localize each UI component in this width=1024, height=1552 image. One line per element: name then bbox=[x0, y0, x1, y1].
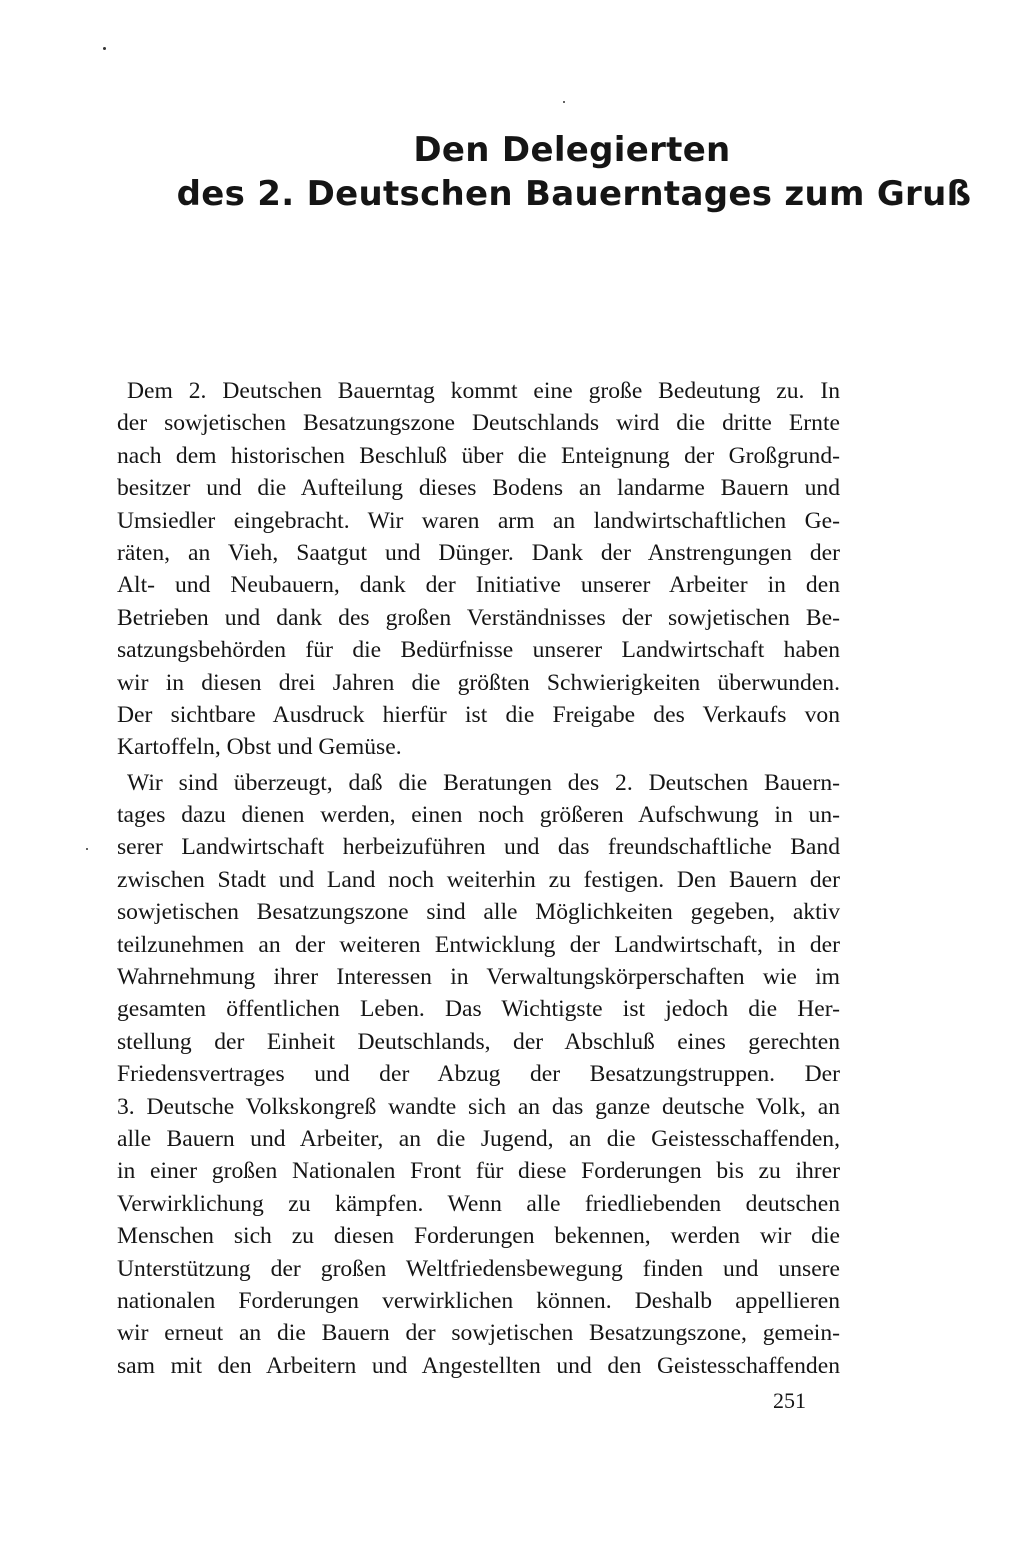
print-speck bbox=[103, 47, 106, 50]
text-line: tages dazu dienen werden, einen noch größeren Aufschwung in un- bbox=[117, 802, 840, 829]
text-line: Friedensvertrages und der Abzug der Besatzungstruppen. Der bbox=[117, 1061, 840, 1088]
page-title bbox=[0, 128, 1024, 216]
text-line: sam mit den Arbeitern und Angestellten und den Geistesschaffenden bbox=[117, 1352, 840, 1379]
text-line: Unterstützung der großen Weltfriedensbewegung finden und unsere bbox=[117, 1255, 840, 1282]
text-line: Umsiedler eingebracht. Wir waren arm an landwirtschaftlichen Ge- bbox=[117, 507, 840, 534]
title-line-1: Den Delegierten bbox=[413, 130, 731, 170]
text-line: Menschen sich zu diesen Forderungen bekennen, werden wir die bbox=[117, 1223, 840, 1250]
print-speck bbox=[86, 848, 88, 850]
text-line: sowjetischen Besatzungszone sind alle Möglichkeiten gegeben, aktiv bbox=[117, 899, 840, 926]
text-line: 3. Deutsche Volkskongreß wandte sich an das ganze deutsche Volk, an bbox=[117, 1093, 840, 1120]
text-line: teilzunehmen an der weiteren Entwicklung der Landwirtschaft, in der bbox=[117, 931, 840, 958]
text-line: Der sichtbare Ausdruck hierfür ist die Freigabe des Verkaufs von bbox=[117, 701, 840, 728]
page-number: 251 bbox=[773, 1388, 806, 1413]
text-line: zwischen Stadt und Land noch weiterhin zu festigen. Den Bauern der bbox=[117, 866, 840, 893]
text-line: Dem 2. Deutschen Bauerntag kommt eine große Bedeutung zu. In bbox=[127, 378, 840, 404]
text-line: wir in diesen drei Jahren die größten Schwierigkeiten überwunden. bbox=[117, 669, 840, 696]
text-line: alle Bauern und Arbeiter, an die Jugend, an die Geistesschaffenden, bbox=[117, 1125, 840, 1152]
text-line: räten, an Vieh, Saatgut und Dünger. Dank der Anstrengungen der bbox=[117, 539, 840, 566]
text-line: Wahrnehmung ihrer Interessen in Verwaltungskörperschaften wie im bbox=[117, 964, 840, 991]
text-line: Kartoffeln, Obst und Gemüse. bbox=[117, 734, 402, 761]
title-line-2: des 2. Deutschen Bauerntages zum Gruß bbox=[176, 174, 972, 214]
text-line: stellung der Einheit Deutschlands, der Abschluß eines gerechten bbox=[117, 1028, 840, 1055]
text-line: serer Landwirtschaft herbeizuführen und das freundschaftliche Band bbox=[117, 834, 840, 861]
text-line: in einer großen Nationalen Front für diese Forderungen bis zu ihrer bbox=[117, 1158, 840, 1185]
text-line: Alt- und Neubauern, dank der Initiative unserer Arbeiter in den bbox=[117, 572, 840, 599]
text-line: Wir sind überzeugt, daß die Beratungen des 2. Deutschen Bauern- bbox=[127, 769, 840, 796]
paragraph-2 bbox=[117, 767, 840, 1382]
print-speck bbox=[563, 101, 565, 103]
text-line: Betrieben und dank des großen Verständnisses der sowjetischen Be- bbox=[117, 604, 840, 631]
text-line: nach dem historischen Beschluß über die Enteignung der Großgrund- bbox=[117, 442, 840, 469]
text-line: besitzer und die Aufteilung dieses Bodens an landarme Bauern und bbox=[117, 475, 840, 502]
text-line: gesamten öffentlichen Leben. Das Wichtigste ist jedoch die Her- bbox=[117, 996, 840, 1023]
text-line: Verwirklichung zu kämpfen. Wenn alle friedliebenden deutschen bbox=[117, 1190, 840, 1217]
text-line: nationalen Forderungen verwirklichen können. Deshalb appellieren bbox=[117, 1287, 840, 1314]
text-line: wir erneut an die Bauern der sowjetischen Besatzungszone, gemein- bbox=[117, 1320, 840, 1347]
text-line: der sowjetischen Besatzungszone Deutschlands wird die dritte Ernte bbox=[117, 410, 840, 437]
text-line: satzungsbehörden für die Bedürfnisse unserer Landwirtschaft haben bbox=[117, 637, 840, 664]
body-text bbox=[117, 375, 840, 1382]
paragraph-1 bbox=[117, 375, 840, 764]
